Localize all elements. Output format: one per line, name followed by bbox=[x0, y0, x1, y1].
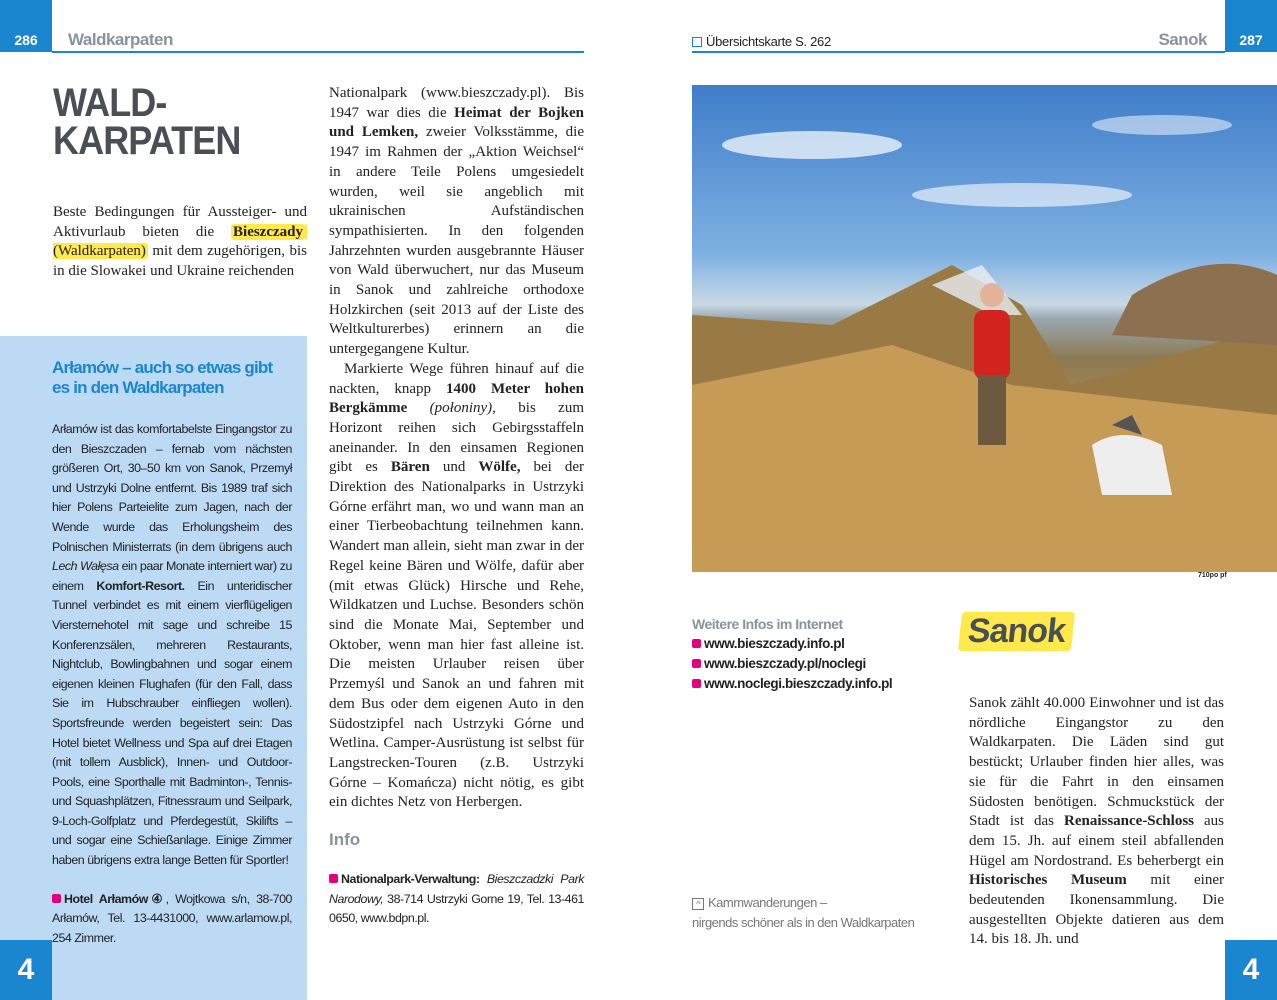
caret-up-icon: ^ bbox=[692, 898, 704, 910]
page-title bbox=[53, 81, 241, 163]
ridge-hiking-photo bbox=[692, 85, 1277, 572]
title-line-2: KARPATEN bbox=[53, 119, 241, 163]
main-column bbox=[329, 84, 584, 813]
text-run: aus dem 15. Jh. auf einem steil abfallenden Hügel am Nordostrand. Es beherbergt ein bbox=[969, 813, 1224, 869]
page-number-right: 287 bbox=[1225, 0, 1277, 52]
text-run: bei der Direktion des Nationalparks in Ustrzyki Górne erfährt man, wo und wann man an einer Tierbeobachtung teilnehmen kann. Wandert man allein, sieht man zwar in der Regel keine Bären und Wölfe, dafür aber (mit etwas Glück) Hirsche und Rehe, Wildkatzen und Luchse. Besonders schön sind die Monate Mai, September und Oktober, wenn man hier fast alleine ist. Die meisten Urlauber reisen über Przemyśl und Sanok an und fahren mit dem Bus oder dem eigenen Auto in den Südostzipfel nach Ustrzyki Górne und Wetlina. Camper-Ausrüstung ist selbst für Langstrecken-Touren (z.B. Ustrzyki Górne – Komańcza) nicht nötig, es gibt ein dichtes Netz von Herbergen. bbox=[329, 459, 584, 811]
bold-text: Nationalpark-Verwaltung: bbox=[341, 872, 480, 886]
text-run: zweier Volksstämme, die 1947 im Rahmen der „Aktion Weichsel“ in andere Teile Polens umgesiedelt wurden, weil sie angeblich mit ukrainischen Aufständischen sympathisierten. In den folgenden Jahrzehnten wurden ausgebrannte Häuser von Wald überwuchert, nur das Museum in Sanok und zahlreiche orthodoxe Holzkirchen (seit 2013 auf der Liste des Weltkulturerbes) erinnern an die untergegangene Kultur. bbox=[329, 124, 584, 358]
running-head-left: Waldkarpaten bbox=[68, 30, 173, 49]
text-run: Ein unteridischer Tunnel verbindet es mit einem vierflügeligen Viersternehotel mit sage und schreibe 15 Konferenzsälen, mehreren Restaurants, Nightclub, Bowlingbahnen und sogar einem eigenen kleinen Flughafen (für den Fall, dass Sie im Hubschrauber einfliegen wollen). Sportsfreunde werden begeistert sein: Das Hotel bietet Wellness und Spa auf drei Etagen (mit tollem Ausblick), Innen- und Outdoor-Pools, eine Sporthalle mit Badminton-, Tennis- und Squashplätzen, Fitnessraum und Seilpark, 9-Loch-Golfplatz und Pferdegestüt, Skilifts – und sogar eine Schießanlage. Einige Zimmer haben übrigens extra lange Betten für Sportler! bbox=[52, 578, 292, 868]
map-reference[interactable] bbox=[692, 34, 831, 49]
text-run: bis zum Horizont reihen sich Gebirgsstaffeln aneinander. In den einsamen Regionen gibt es bbox=[329, 400, 584, 476]
hotel-entry bbox=[52, 890, 292, 949]
page-number-left: 286 bbox=[0, 0, 52, 52]
section-title-sanok: Sanok bbox=[958, 612, 1075, 651]
running-head-right: Sanok bbox=[1158, 30, 1207, 49]
box-heading: Arłamów – auch so etwas gibt es in den Waldkarpaten bbox=[52, 358, 273, 397]
web-link[interactable]: www.bieszczady.pl/noclegi bbox=[692, 654, 892, 674]
text-run: Markierte Wege führen hinauf auf die nackten, knapp bbox=[329, 360, 584, 397]
bold-text: Hotel Arłamów④ bbox=[64, 891, 166, 906]
web-links-heading: Weitere Infos im Internet bbox=[692, 616, 843, 632]
sidebar-box bbox=[0, 336, 307, 1000]
text-run: und bbox=[429, 459, 479, 476]
sanok-text bbox=[969, 694, 1224, 950]
text-run: Arłamów ist das komfortabelste Eingangstor zu den Bieszczaden – fernab vom nächsten größeren Ort, 30–50 km von Sanok, Przemył und Ustrzyki Dolne entfernt. Bis 1989 traf sich hier Polens Parteielite zum Jagen, nach der Wende wurde das Erholungsheim des Polnischen Ministerrats (in dem übrigens auch bbox=[52, 422, 292, 554]
bold-text: Bieszczady bbox=[233, 223, 303, 240]
text-run: 38-714 Ustrzyki Gorne 19, Tel. 13-461 0650, www.bdpn.pl. bbox=[329, 891, 584, 926]
bullet-icon bbox=[52, 894, 61, 903]
info-section bbox=[329, 830, 584, 929]
paragraph bbox=[329, 360, 584, 813]
map-reference-label: Übersichtskarte S. 262 bbox=[706, 34, 831, 49]
bold-text: Bären bbox=[390, 459, 430, 476]
info-heading: Info bbox=[329, 830, 361, 849]
paragraph bbox=[329, 84, 584, 360]
text-run: (Waldkarpaten) bbox=[53, 224, 307, 260]
bold-text: Historisches Museum bbox=[969, 872, 1127, 889]
bold-text: Wölfe, bbox=[478, 459, 521, 476]
bold-text: 1400 Meter hohen Bergkämme bbox=[329, 380, 584, 417]
info-entry bbox=[329, 870, 584, 929]
italic-text: Bieszczadzki Park Narodowy, bbox=[329, 872, 584, 906]
text-run: ein paar Monate interniert war) zu einem bbox=[52, 559, 292, 593]
web-link[interactable]: www.noclegi.bieszczady.info.pl bbox=[692, 674, 892, 694]
title-line-1: WALD- bbox=[53, 81, 167, 125]
text-run: Nationalpark (www.bieszczady.pl). Bis 1947 war dies die bbox=[329, 85, 584, 121]
text-run: Sanok zählt 40.000 Einwohner und ist das nördliche Eingangstor zu den Waldkarpaten. Die Läden sind gut bestückt; Urlauber finden hier alles, was sie für die Fahrt in den einsamen Südosten benötigen. Schmuckstück der Stadt ist das bbox=[969, 695, 1224, 830]
text-run: , Wojtkowa s/n, 38-700 Arłamów, Tel. 13-4431000, www.arlamow.pl, 254 Zimmer. bbox=[52, 891, 292, 945]
text-run: mit einer bedeutenden Ikonensammlung. Die ausgestellten Objekte datieren aus dem 14. bis 18. Jh. und bbox=[969, 872, 1224, 948]
bullet-icon bbox=[329, 874, 338, 883]
italic-text: (połoniny), bbox=[407, 400, 496, 417]
intro-paragraph bbox=[53, 203, 307, 282]
chapter-tab-right: 4 bbox=[1225, 940, 1277, 1000]
header-rule-right bbox=[692, 51, 1225, 53]
italic-text: Lech Wałęsa bbox=[52, 559, 119, 574]
bold-text: Renaissance-Schloss bbox=[1063, 813, 1194, 830]
web-link[interactable]: www.bieszczady.info.pl bbox=[692, 634, 892, 654]
bullet-icon bbox=[692, 679, 701, 688]
bullet-icon bbox=[692, 659, 701, 668]
photo-credit: 710po pf bbox=[1198, 572, 1227, 579]
text-run: Beste Bedingungen für Aussteiger- und Aktivurlaub bieten die bbox=[53, 204, 307, 240]
text-run: mit dem zugehörigen, bis in die Slowakei und Ukraine reichenden bbox=[53, 243, 307, 280]
photo-caption: ^ Kammwanderungen – nirgends schöner als in den Waldkarpaten bbox=[692, 895, 915, 930]
header-rule-left bbox=[52, 51, 584, 53]
web-links bbox=[692, 616, 892, 694]
bold-text: Heimat der Bojken und Lemken, bbox=[329, 104, 584, 141]
photo-landscape bbox=[692, 85, 1277, 572]
map-square-icon bbox=[692, 37, 702, 47]
box-text bbox=[52, 420, 292, 871]
bold-text: Komfort-Resort. bbox=[96, 578, 185, 593]
bullet-icon bbox=[692, 639, 701, 648]
chapter-tab-left: 4 bbox=[0, 940, 52, 1000]
